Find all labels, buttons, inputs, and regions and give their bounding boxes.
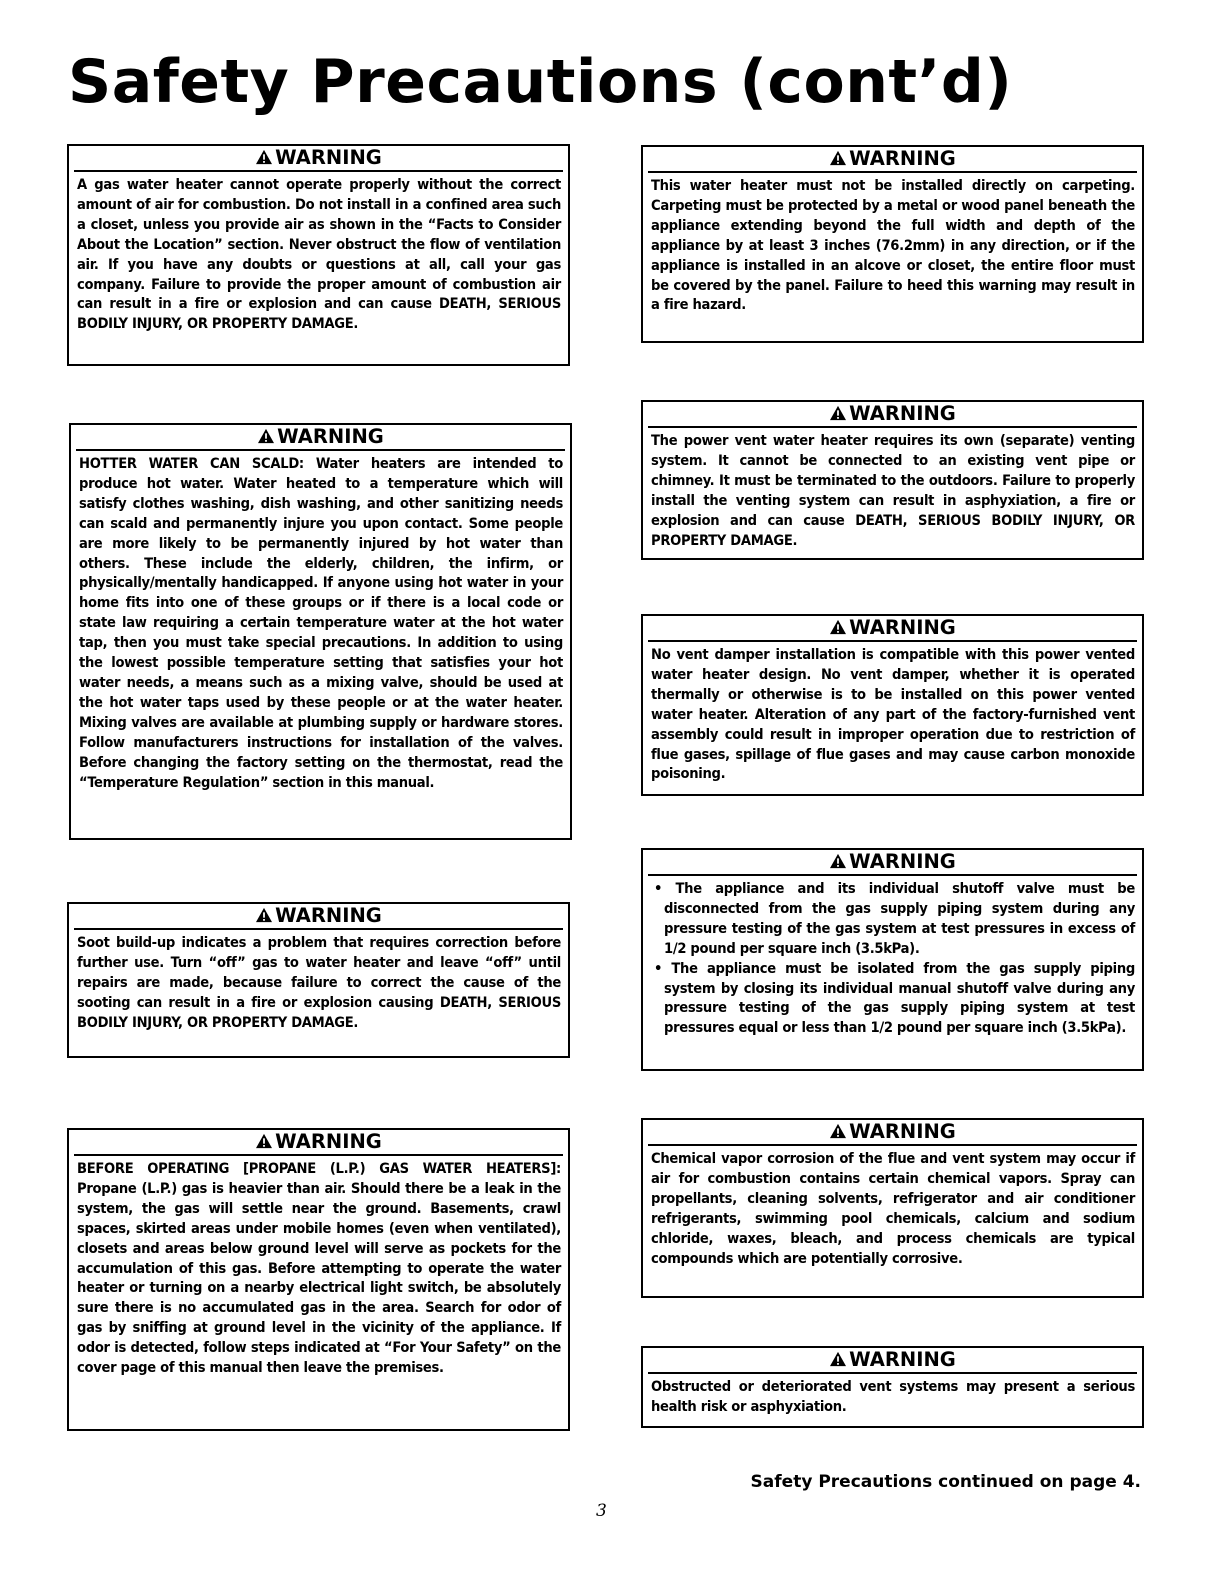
warning-box-venting xyxy=(641,400,1144,560)
page-number: 3 xyxy=(596,1501,607,1521)
page-title: Safety Precautions (cont’d) xyxy=(68,47,1013,117)
warning-box-carpeting xyxy=(641,145,1144,343)
warning-header: WARNING xyxy=(648,402,1137,428)
warning-header: WARNING xyxy=(648,147,1137,173)
continued-note: Safety Precautions continued on page 4. xyxy=(750,1472,1141,1492)
warning-box-vent-damper xyxy=(641,614,1144,796)
warning-triangle-icon xyxy=(829,150,847,166)
warning-text: Soot build-up indicates a problem that requires correction before further use. Turn “off” gas to water heater and leave “off” until repairs are made, because failure to correct the cause of the sooting can result in a fire or explosion causing DEATH, SERIOUS BODILY INJURY, OR PROPERTY DAMAGE. xyxy=(77,934,561,1031)
warning-box-chemical-vapor xyxy=(641,1118,1144,1298)
warning-text: Chemical vapor corrosion of the flue and vent system may occur if air for combustion contains certain chemical vapors. Spray can propellants, cleaning solvents, refrigerator and air conditioner refrigerants, swimming pool chemicals, calcium and sodium chloride, waxes, bleach, and process chemicals are typical compounds which are potentially corrosive. xyxy=(651,1150,1135,1267)
warning-triangle-icon xyxy=(829,1351,847,1367)
warning-header: WARNING xyxy=(74,146,563,172)
warning-header: WARNING xyxy=(76,425,565,451)
warning-header: WARNING xyxy=(74,1130,563,1156)
warning-triangle-icon xyxy=(257,428,275,444)
warning-header: WARNING xyxy=(74,904,563,930)
warning-text: The power vent water heater requires its own (separate) venting system. It cannot be connected to an existing vent pipe or chimney. It must be terminated to the outdoors. Failure to properly install the venting system can result in asphyxiation, a fire or explosion and can cause DEATH, SERIOUS BODILY INJURY, OR PROPERTY DAMAGE. xyxy=(651,432,1135,549)
warning-text: Obstructed or deteriorated vent systems may present a serious health risk or asphyxiation. xyxy=(651,1378,1135,1415)
warning-text: This water heater must not be installed directly on carpeting. Carpeting must be protected by a metal or wood panel beneath the appliance extending beyond the full width and depth of the appliance by at least 3 inches (76.2mm) in any direction, or if the appliance is installed in an alcove or closet, the entire floor must be covered by the panel. Failure to heed this warning may result in a fire hazard. xyxy=(651,177,1135,314)
warning-triangle-icon xyxy=(255,1133,273,1149)
warning-triangle-icon xyxy=(829,405,847,421)
warning-triangle-icon xyxy=(255,907,273,923)
warning-triangle-icon xyxy=(829,853,847,869)
warning-text: A gas water heater cannot operate properly without the correct amount of air for combustion. Do not install in a confined area such a closet, unless you provide air as shown in the “Facts to Consider About the Location” section. Never obstruct the flow of ventilation air. If you have any doubts or questions at all, call your gas company. Failure to provide the proper amount of combustion air can result in a fire or explosion and can cause DEATH, SERIOUS BODILY INJURY, OR PROPERTY DAMAGE. xyxy=(77,176,561,333)
warning-header: WARNING xyxy=(648,850,1137,876)
warning-header: WARNING xyxy=(648,1348,1137,1374)
warning-header: WARNING xyxy=(648,616,1137,642)
bullet-item: • The appliance and its individual shutoff valve must be disconnected from the gas supply piping system during any pressure testing of the gas system at test pressures in excess of 1/2 pound per square inch (3.5kPa). xyxy=(654,880,1135,957)
warning-box-pressure-testing xyxy=(641,848,1144,1071)
warning-box-combustion-air xyxy=(67,144,570,366)
warning-box-obstructed-vent xyxy=(641,1346,1144,1428)
warning-header: WARNING xyxy=(648,1120,1137,1146)
bullet-item: • The appliance must be isolated from the gas supply piping system by closing its individual manual shutoff valve during any pressure testing of the gas supply piping system at test pressures equal or less than 1/2 pound per square inch (3.5kPa). xyxy=(654,959,1135,1037)
warning-text: HOTTER WATER CAN SCALD: Water heaters are intended to produce hot water. Water heated to a temperature which will satisfy clothes washing, dish washing, and other sanitizing needs can scald and permanently injure you upon contact. Some people are more likely to be permanently injured by hot water than others. These include the elderly, children, the infirm, or physically/mentally handicapped. If anyone using hot water in your home fits into one of these groups or if there is a local code or state law requiring a certain temperature water at the hot water tap, then you must take special precautions. In addition to using the lowest possible temperature setting that satisfies your hot water needs, a means such as a mixing valve, should be used at the hot water taps used by these people or at the water heater. Mixing valves are available at plumbing supply or hardware stores. Follow manufacturers instructions for installation of the valves. Before changing the factory setting on the thermostat, read the “Temperature Regulation” section in this manual. xyxy=(79,455,563,791)
warning-text: BEFORE OPERATING [PROPANE (L.P.) GAS WATER HEATERS]: Propane (L.P.) gas is heavier than air. Should there be a leak in the system, the gas will settle near the ground. Basements, crawl spaces, skirted areas under mobile homes (even when ventilated), closets and areas below ground level will serve as pockets for the accumulation of this gas. Before attempting to operate the water heater or turning on a nearby electrical light switch, be absolutely sure there is no accumulated gas in the area. Search for odor of gas by sniffing at ground level in the vicinity of the appliance. If odor is detected, follow steps indicated at “For Your Safety” on the cover page of this manual then leave the premises. xyxy=(77,1160,561,1377)
warning-triangle-icon xyxy=(829,1123,847,1139)
warning-box-propane xyxy=(67,1128,570,1431)
warning-box-scald xyxy=(69,423,572,840)
warning-triangle-icon xyxy=(255,149,273,165)
warning-triangle-icon xyxy=(829,619,847,635)
warning-box-soot xyxy=(67,902,570,1058)
warning-text: No vent damper installation is compatible with this power vented water heater design. No vent damper, whether it is operated thermally or otherwise is to be installed on this power vented water heater. Alteration of any part of the factory-furnished vent assembly could result in improper operation due to restriction of flue gases, spillage of flue gases and may cause carbon monoxide poisoning. xyxy=(651,646,1135,783)
